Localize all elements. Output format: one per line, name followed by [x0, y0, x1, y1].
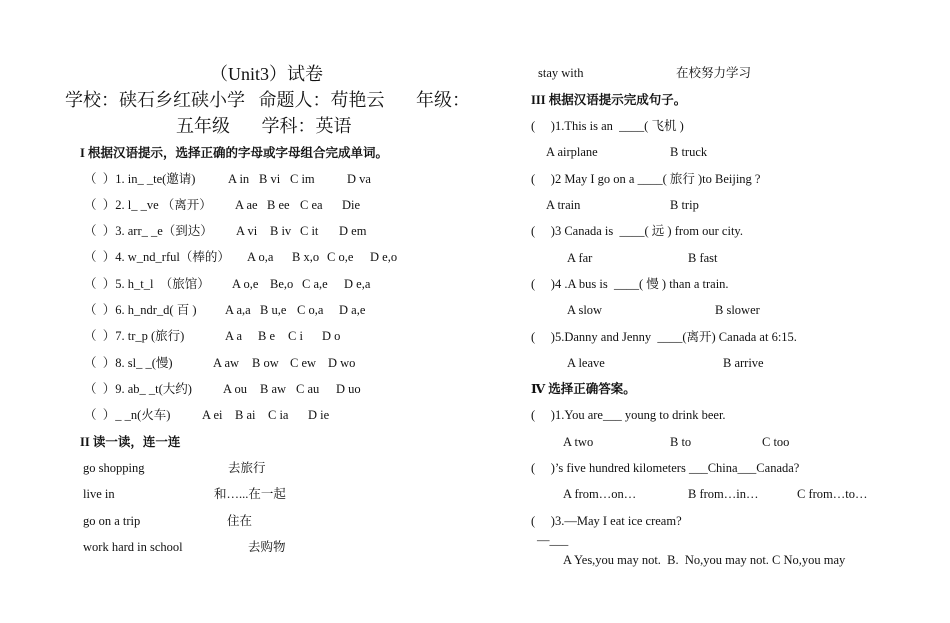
- option-b: B vi: [259, 172, 281, 186]
- option-b: B truck: [670, 145, 708, 159]
- section1-question: （ ）_ _n(火车): [84, 408, 171, 422]
- section1-title: I 根据汉语提示，选择正确的字母或字母组合完成单词。: [80, 146, 388, 160]
- section4-title: Ⅳ 选择正确答案。: [531, 382, 636, 396]
- section1-question: （ ）6. h_ndr_d( 百 ): [84, 303, 197, 317]
- match-chinese: 去购物: [248, 540, 286, 554]
- option-b: B fast: [688, 251, 718, 265]
- header-line-1: 学校：硖石乡红硖小学 命题人：苟艳云 年级：: [65, 90, 470, 110]
- section1-question: （ ）2. l_ _ve （离开）: [84, 198, 212, 212]
- section2-title: II 读一读，连一连: [80, 435, 181, 449]
- option-d: D o: [322, 329, 341, 343]
- option-a: A far: [567, 251, 593, 265]
- option-a: A vi: [236, 224, 258, 238]
- option-d: D uo: [336, 382, 361, 396]
- section4-question: ( )3.—May I eat ice cream?: [531, 514, 682, 528]
- option-list: A Yes,you may not. B. No,you may not. C No,you may: [563, 553, 846, 567]
- option-b: B aw: [260, 382, 287, 396]
- option-a: A in: [228, 172, 250, 186]
- section1-question: （ ）5. h_t_l （旅馆）: [84, 277, 210, 291]
- option-b: B ee: [267, 198, 290, 212]
- match-english: stay with: [538, 66, 584, 80]
- match-english: go shopping: [83, 461, 145, 475]
- section1-question: （ ）4. w_nd_rful（棒的）: [84, 250, 230, 264]
- option-c: C from…to…: [797, 487, 868, 501]
- option-b: B to: [670, 435, 692, 449]
- option-a: A slow: [567, 303, 603, 317]
- option-b: B arrive: [723, 356, 764, 370]
- option-a: A airplane: [546, 145, 598, 159]
- option-a: A ou: [223, 382, 247, 396]
- match-english: go on a trip: [83, 514, 141, 528]
- option-b: Be,o: [270, 277, 294, 291]
- section3-question: ( )1.This is an ____( 飞机 ): [531, 119, 684, 133]
- option-b: B x,o: [292, 250, 320, 264]
- header-line-2: 五年级 学科：英语: [176, 116, 352, 136]
- option-c: C ea: [300, 198, 323, 212]
- section1-question: （ ）7. tr_p (旅行): [84, 329, 185, 343]
- option-a: A from…on…: [563, 487, 637, 501]
- match-chinese: 去旅行: [228, 461, 266, 475]
- option-b: B ai: [235, 408, 256, 422]
- option-c: C au: [296, 382, 320, 396]
- option-b: B u,e: [260, 303, 287, 317]
- option-a: A ae: [235, 198, 258, 212]
- option-b: B from…in…: [688, 487, 759, 501]
- option-a: A o,a: [247, 250, 274, 264]
- section4-question: ( )’s five hundred kilometers ___China___Canada?: [531, 461, 800, 475]
- match-chinese: 住在: [227, 514, 253, 528]
- match-chinese: 在校努力学习: [676, 66, 752, 80]
- option-c: C too: [762, 435, 790, 449]
- option-a: A a,a: [225, 303, 251, 317]
- option-a: A ei: [202, 408, 223, 422]
- option-b: B iv: [270, 224, 292, 238]
- option-d: D e,a: [344, 277, 371, 291]
- section1-question: （ ）3. arr_ _e（到达）: [84, 224, 213, 238]
- option-d: D va: [347, 172, 371, 186]
- option-b: B trip: [670, 198, 699, 212]
- option-a: A aw: [213, 356, 240, 370]
- match-chinese: 和…...在一起: [214, 487, 286, 501]
- section3-title: III 根据汉语提示完成句子。: [531, 93, 687, 107]
- option-a: A two: [563, 435, 594, 449]
- option-b: B ow: [252, 356, 279, 370]
- option-a: A o,e: [232, 277, 259, 291]
- option-c: C ia: [268, 408, 289, 422]
- option-c: C a,e: [302, 277, 328, 291]
- section1-question: （ ）8. sl_ _(慢): [84, 356, 173, 370]
- option-a: A leave: [567, 356, 605, 370]
- answer-blank: —___: [537, 533, 569, 547]
- section4-question: ( )1.You are___ young to drink beer.: [531, 408, 726, 422]
- option-c: C o,a: [297, 303, 324, 317]
- option-d: D ie: [308, 408, 330, 422]
- option-b: B slower: [715, 303, 760, 317]
- match-english: live in: [83, 487, 115, 501]
- option-c: C ew: [290, 356, 317, 370]
- option-a: A train: [546, 198, 581, 212]
- section3-question: ( )2 May I go on a ____( 旅行 )to Beijing ?: [531, 172, 761, 186]
- option-c: C it: [300, 224, 319, 238]
- option-d: D em: [339, 224, 367, 238]
- option-d: D e,o: [370, 250, 398, 264]
- option-c: C o,e: [327, 250, 354, 264]
- option-a: A a: [225, 329, 243, 343]
- section1-question: （ ）9. ab_ _t(大约): [84, 382, 192, 396]
- option-d: D wo: [328, 356, 356, 370]
- section1-question: （ ）1. in_ _te(邀请): [84, 172, 196, 186]
- match-english: work hard in school: [83, 540, 183, 554]
- section3-question: ( )3 Canada is ____( 远 ) from our city.: [531, 224, 743, 238]
- page-title: （Unit3）试卷: [210, 64, 324, 84]
- option-b: B e: [258, 329, 276, 343]
- option-c: C i: [288, 329, 303, 343]
- option-d: Die: [342, 198, 361, 212]
- option-c: C im: [290, 172, 315, 186]
- section3-question: ( )4 .A bus is ____( 慢 ) than a train.: [531, 277, 729, 291]
- option-d: D a,e: [339, 303, 366, 317]
- section3-question: ( )5.Danny and Jenny ____(离开) Canada at 6:15.: [531, 330, 797, 344]
